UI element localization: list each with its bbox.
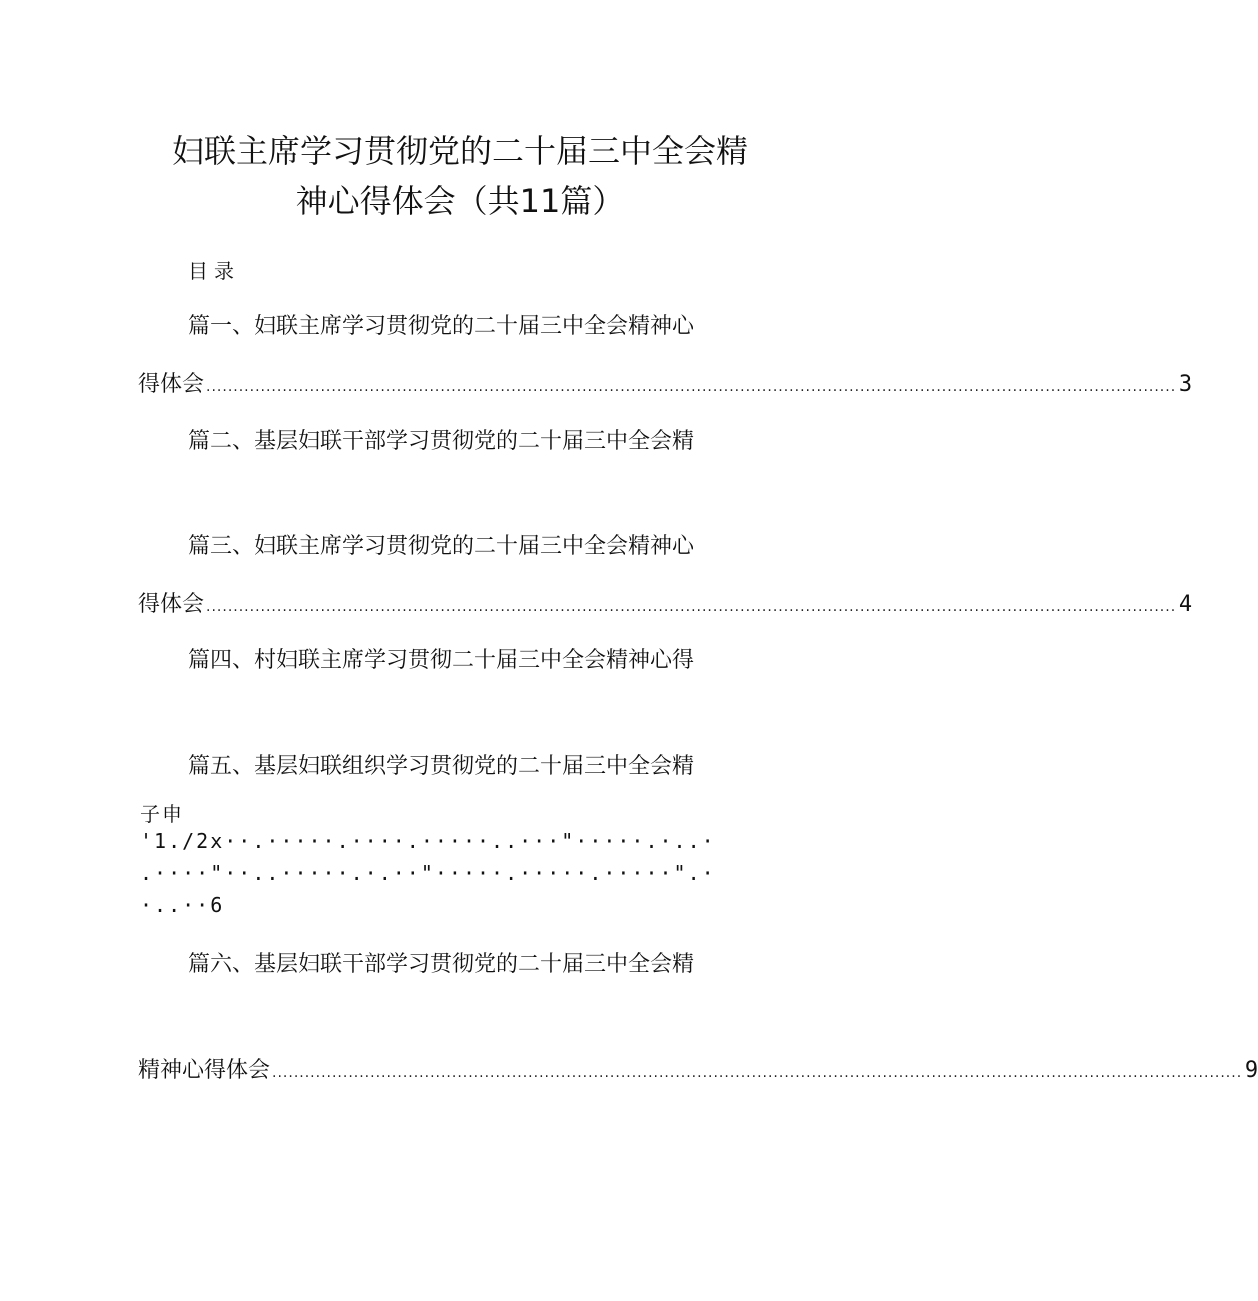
toc-entry-4-head[interactable]: 篇四、村妇联主席学习贯彻二十届三中全会精神心得 — [188, 648, 695, 673]
toc-entry-1-page-number: 3 — [1178, 372, 1193, 397]
toc-entry-1-head[interactable]: 篇一、妇联主席学习贯彻党的二十届三中全会精神心 — [188, 314, 695, 339]
toc-entry-6-dot-leader: .................................................................................................................................................................................. — [272, 1065, 1243, 1081]
toc-entry-6-head[interactable]: 篇六、基层妇联干部学习贯彻党的二十届三中全会精 — [188, 952, 695, 977]
toc-entry-3-head[interactable]: 篇三、妇联主席学习贯彻党的二十届三中全会精神心 — [188, 534, 695, 559]
toc-entry-6-tail: 精神心得体会 — [138, 1058, 271, 1083]
document-title-line-1: 妇联主席学习贯彻党的二十届三中全会精 — [171, 132, 748, 170]
toc-entry-5-head[interactable]: 篇五、基层妇联组织学习贯彻党的二十届三中全会精 — [188, 754, 695, 779]
toc-entry-1-dot-leader: .................................................................................................................................................................................. — [206, 379, 1177, 395]
toc-entry-1-leader-row[interactable] — [138, 367, 1193, 398]
toc-entry-5-garbled-line-1: 子申 — [140, 802, 184, 826]
toc-entry-5-garbled-line-3: .····"··..·····.·.··"·····.·····.·····".· — [140, 861, 716, 885]
toc-entry-2-head[interactable]: 篇二、基层妇联干部学习贯彻党的二十届三中全会精 — [188, 429, 695, 454]
toc-entry-3-page-number: 4 — [1178, 592, 1193, 617]
toc-entry-6-page-number: 9 — [1244, 1058, 1258, 1083]
toc-entry-6-leader-row[interactable] — [138, 1053, 1258, 1084]
document-title-line-2: 神心得体会（共11篇） — [295, 182, 625, 220]
toc-heading: 目录 — [188, 259, 240, 283]
toc-entry-3-tail: 得体会 — [138, 592, 205, 617]
toc-entry-5-garbled-line-4: ·..··6 — [140, 893, 225, 917]
toc-entry-3-dot-leader: .................................................................................................................................................................................. — [206, 599, 1177, 615]
toc-entry-5-garbled-line-2: '1./2x··.·····.····.·····..···"·····.·..· — [140, 829, 716, 853]
toc-entry-3-leader-row[interactable] — [138, 587, 1193, 618]
toc-entry-1-tail: 得体会 — [138, 372, 205, 397]
